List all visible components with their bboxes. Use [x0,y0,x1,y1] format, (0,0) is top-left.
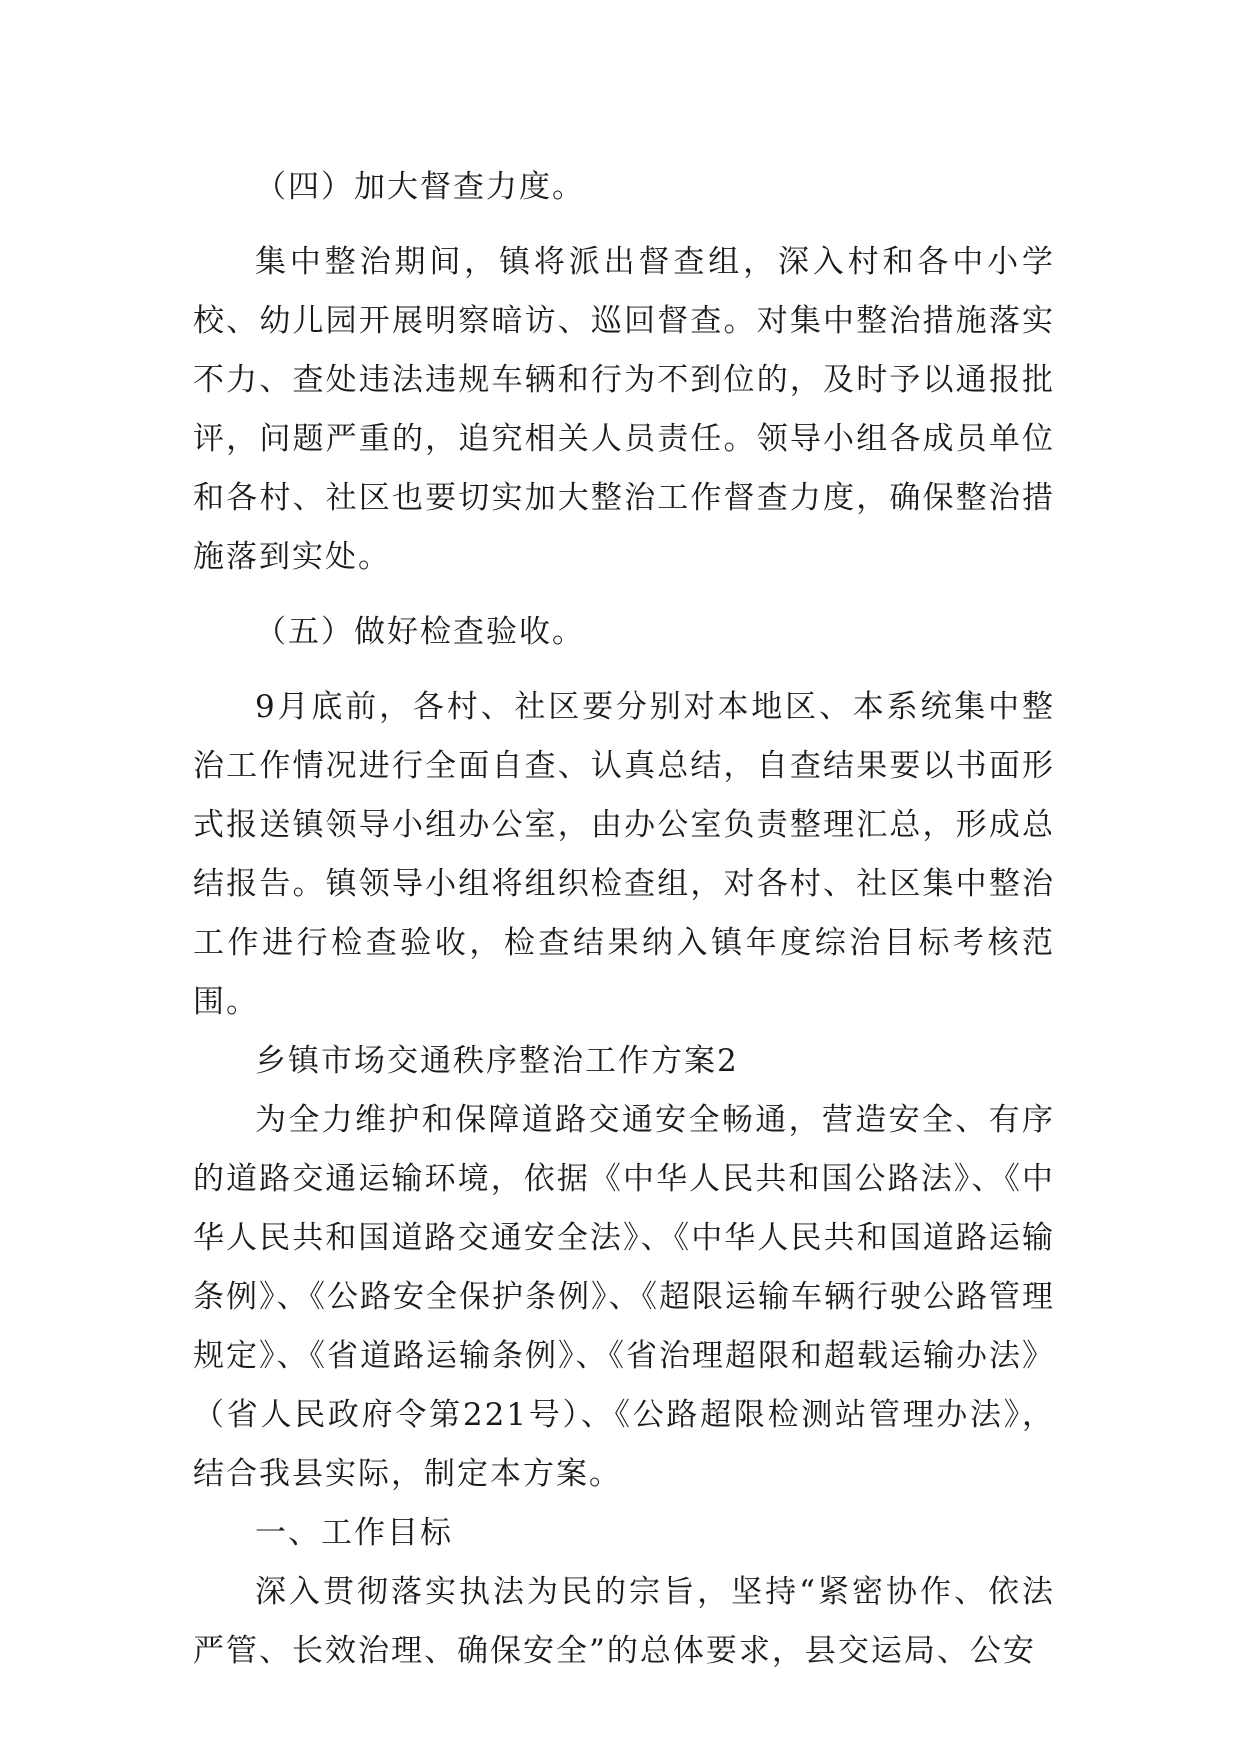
paragraph-supervision: 集中整治期间，镇将派出督查组，深入村和各中小学校、幼儿园开展明察暗访、巡回督查。对集中整治措施落实不力、查处违法违规车辆和行为不到位的，及时予以通报批评，问题严重的，追究相关人员责任。领导小组各成员单位和各村、社区也要切实加大整治工作督查力度，确保整治措施落到实处。 [193,244,1055,575]
paragraph-inspection: 9月底前，各村、社区要分别对本地区、本系统集中整治工作情况进行全面自查、认真总结，自查结果要以书面形式报送镇领导小组办公室，由办公室负责整理汇总，形成总结报告。镇领导小组将组织检查组，对各村、社区集中整治工作进行检查验收，检查结果纳入镇年度综治目标考核范围。 [193,689,1055,1020]
document-subtitle: 乡镇市场交通秩序整治工作方案2 [255,1043,739,1079]
section-heading-inspection: （五）做好检查验收。 [255,614,585,650]
section-heading-goals: 一、工作目标 [255,1515,453,1551]
document-body [193,158,1055,1681]
section-heading-supervision: （四）加大督查力度。 [255,169,585,205]
paragraph-intro: 为全力维护和保障道路交通安全畅通，营造安全、有序的道路交通运输环境，依据《中华人民共和国公路法》、《中华人民共和国道路交通安全法》、《中华人民共和国道路运输条例》、《公路安全保护条例》、《超限运输车辆行驶公路管理规定》、《省道路运输条例》、《省治理超限和超载运输办法》（省人民政府令第221号）、《公路超限检测站管理办法》，结合我县实际，制定本方案。 [193,1102,1055,1492]
paragraph-goals: 深入贯彻落实执法为民的宗旨，坚持“紧密协作、依法严管、长效治理、确保安全”的总体要求，县交运局、公安 [193,1574,1055,1669]
